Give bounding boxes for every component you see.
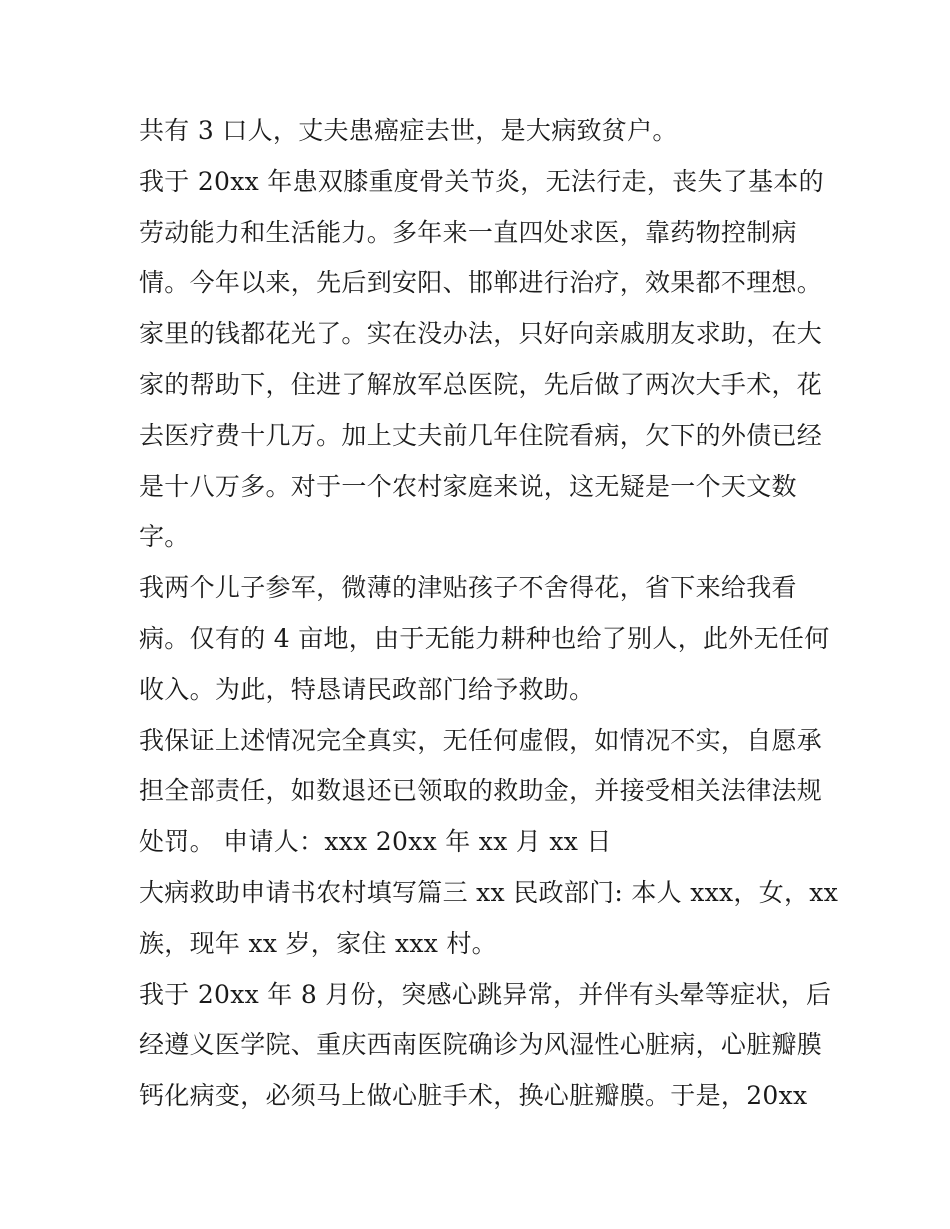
text-line: 共有 3 口人，丈夫患癌症去世，是大病致贫户。: [139, 116, 678, 145]
text-line: 担全部责任，如数退还已领取的救助金，并接受相关法律法规: [139, 776, 823, 806]
text-line: 病。仅有的 4 亩地，由于无能力耕种也给了别人，此外无任何: [139, 623, 830, 653]
text-line: 家的帮助下，住进了解放军总医院，先后做了两次大手术，花: [139, 369, 823, 399]
text-line: 处罚。 申请人：xxx 20xx 年 xx 月 xx 日: [139, 827, 612, 857]
text-line: 劳动能力和生活能力。多年来一直四处求医，靠药物控制病: [139, 217, 797, 247]
text-line: 我保证上述情况完全真实，无任何虚假，如情况不实，自愿承: [139, 725, 823, 755]
text-line: 族，现年 xx 岁，家住 xxx 村。: [139, 928, 497, 958]
text-line: 经遵义医学院、重庆西南医院确诊为风湿性心脏病，心脏瓣膜: [139, 1030, 823, 1060]
text-line: 大病救助申请书农村填写篇三 xx 民政部门: 本人 xxx，女，xx: [139, 877, 839, 907]
text-line: 收入。为此，特恳请民政部门给予救助。: [139, 674, 595, 704]
text-line: 情。今年以来，先后到安阳、邯郸进行治疗，效果都不理想。: [139, 268, 823, 298]
text-line: 我两个儿子参军，微薄的津贴孩子不舍得花，省下来给我看: [139, 573, 797, 603]
text-line: 钙化病变，必须马上做心脏手术，换心脏瓣膜。于是，20xx: [139, 1081, 808, 1111]
text-line: 家里的钱都花光了。实在没办法，只好向亲戚朋友求助，在大: [139, 319, 823, 349]
text-line: 我于 20xx 年 8 月份，突感心跳异常，并伴有头晕等症状，后: [139, 979, 832, 1009]
text-line: 字。: [139, 522, 190, 552]
text-line: 去医疗费十几万。加上丈夫前几年住院看病，欠下的外债已经: [139, 420, 823, 450]
text-line: 我于 20xx 年患双膝重度骨关节炎，无法行走，丧失了基本的: [139, 166, 824, 196]
text-line: 是十八万多。对于一个农村家庭来说，这无疑是一个天文数: [139, 471, 797, 501]
document-body: [139, 106, 839, 1122]
